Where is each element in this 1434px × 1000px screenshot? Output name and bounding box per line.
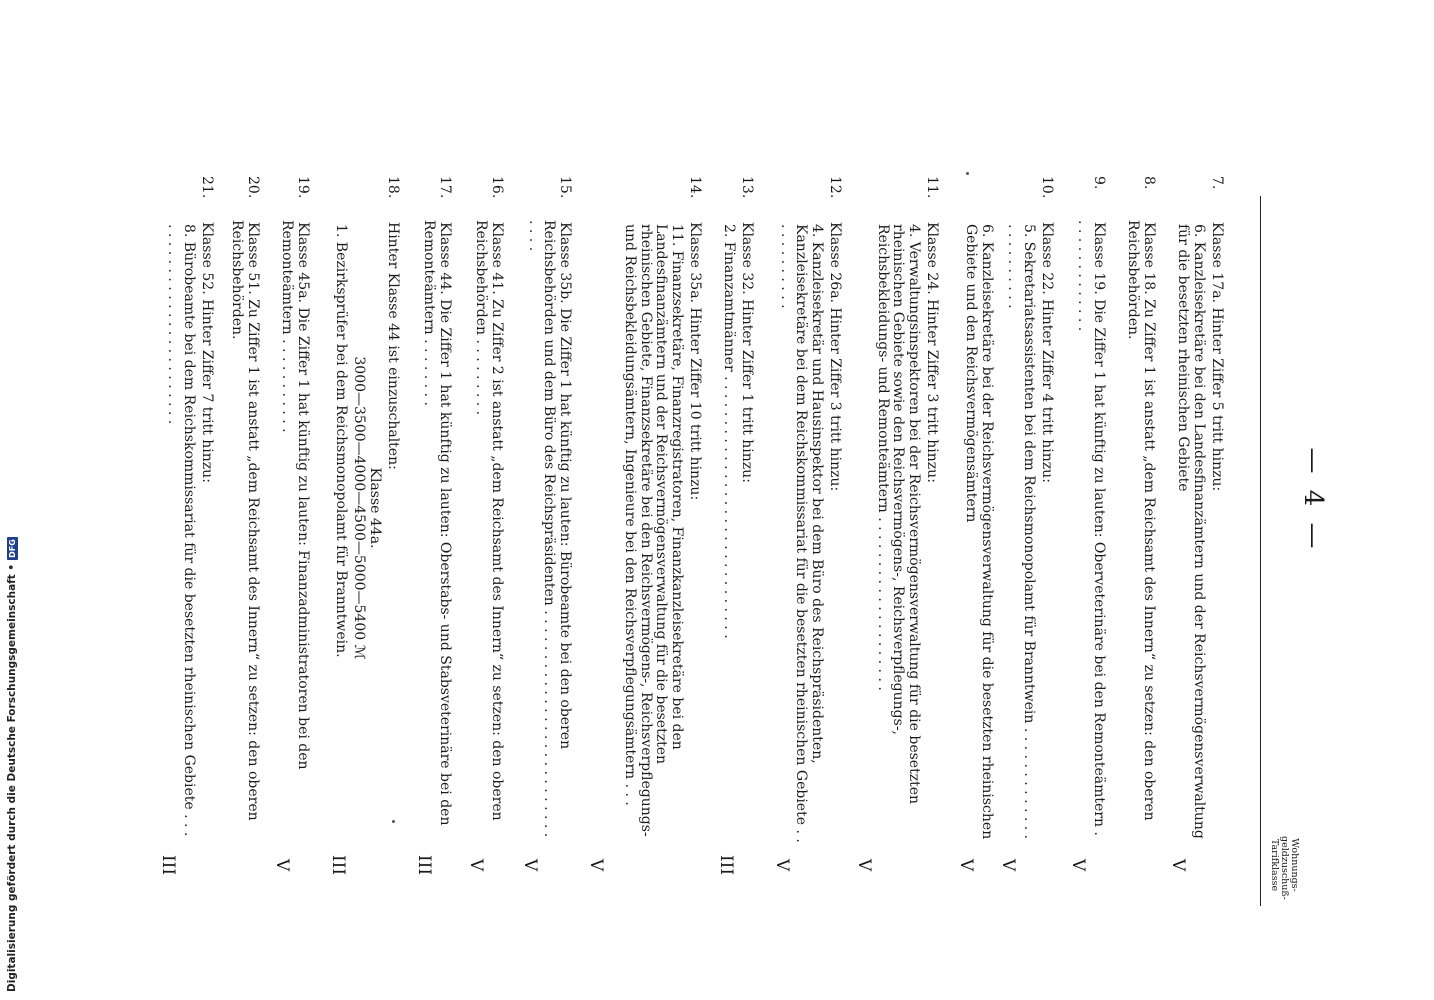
entry-number: 9.: [1091, 176, 1107, 190]
entry-text: Klasse 35b. Die Ziffer 1 hat künftig zu lauten: Bürobeamte bei den oberen Reichsbehörden und dem Büro des Reichspräsidenten . . . . . . . . . . . . . . . . . . . . . . . . . . . . . .: [526, 220, 573, 838]
class-value: III: [414, 854, 434, 876]
class-value: V: [998, 858, 1018, 872]
entry-number: 21.: [199, 176, 215, 199]
entry-11: [924, 176, 940, 840]
entry-15: [526, 176, 573, 840]
column-divider: [1260, 196, 1261, 906]
entry-number: 8.: [1141, 176, 1157, 190]
entry-text: 5. Sekretariatsassistenten bei dem Reichsmonopolamt für Branntwein . . . . . . . . . . . . . . . . . . . . . . .: [1005, 224, 1037, 840]
class-value: V: [772, 858, 792, 872]
entry-14-item: [622, 198, 684, 844]
entry-number: 15.: [557, 176, 573, 199]
class-value: V: [272, 858, 292, 872]
entry-text: 1. Bezirksprüfer bei dem Reichsmonopolamt für Branntwein.: [333, 224, 349, 658]
entry-18-item: [333, 198, 349, 844]
entry-13: [739, 176, 755, 840]
entry-text: Klasse 32. Hinter Ziffer 1 tritt hinzu:: [739, 222, 755, 483]
entry-13-item: [721, 198, 737, 844]
dfg-logo: DFG: [7, 539, 17, 558]
entry-number: 13.: [739, 176, 755, 199]
entry-text: 6. Kanzleisekretäre bei der Reichsvermögensverwaltung für die besetzten rheinischen Gebiete und den Reichsvermögensämtern: [963, 224, 995, 840]
scan-speck: [966, 172, 969, 175]
entry-text: Klasse 19. Die Ziffer 1 hat künftig zu lauten: Oberveterinäre bei den Remonteämtern . . . . . . . . . . . . . .: [1075, 220, 1107, 836]
entry-text: Klasse 45a. Die Ziffer 1 hat künftig zu lauten: Finanzadministratoren bei den Remonteämtern . . . . . . . . . . .: [279, 220, 311, 770]
entry-number: 17.: [437, 176, 453, 199]
entry-text: 2. Finanzamtmänner . . . . . . . . . . . . . . . . . . . . . . . . . . . . . .: [721, 224, 737, 639]
entry-text: 4. Verwaltungsinspektoren bei der Reichsvermögensverwaltung für die besetzten rheinischen Gebiete sowie den Reichsvermögens-, Reichsverpflegungs-, Reichsbekleidungs- und Remonteämtern . . . . . . . . . . . . . . . . . . . .: [875, 224, 922, 805]
entry-20: [229, 176, 261, 840]
entry-18: [385, 176, 401, 840]
entry-text: 6. Kanzleisekretäre bei den Landesfinanzämtern und der Reichsvermögensverwaltung für die besetzten rheinischen Gebiete: [1175, 224, 1207, 839]
entry-text: Klasse 18. Zu Ziffer 1 ist anstatt „dem Reichsamt des Innern“ zu setzen: den oberen Reichsbehörden.: [1125, 220, 1157, 821]
entry-number: 12.: [827, 176, 843, 199]
entry-text: Klasse 24. Hinter Ziffer 3 tritt hinzu:: [924, 222, 940, 483]
entry-text: Klasse 35a. Hinter Ziffer 10 tritt hinzu:: [687, 222, 703, 501]
class-44a-heading: Klasse 44a.: [367, 467, 383, 549]
entry-text: Klasse 26a. Hinter Ziffer 3 tritt hinzu:: [827, 222, 843, 492]
class-value: V: [586, 858, 606, 872]
credit-text: Digitalisierung gefördert durch die Deutsche Forschungsgemeinschaft •: [6, 563, 18, 992]
entry-text: 8. Bürobeamte bei dem Reichskommissariat für die besetzten rheinischen Gebiete . . . . . . . . . . . . . . . . . . . . . . . . . .: [165, 224, 197, 837]
class-value: V: [956, 858, 976, 872]
entry-8: [1125, 176, 1157, 840]
entry-text: Klasse 41. Zu Ziffer 2 ist anstatt „dem Reichsamt des Innern“ zu setzen: den oberen Reichsbehörden . . . . . . . . .: [473, 220, 505, 821]
entry-19: [279, 176, 311, 840]
class-value: III: [158, 854, 178, 876]
entry-10-item-6: [963, 198, 994, 844]
entry-text: Klasse 52. Hinter Ziffer 7 tritt hinzu:: [199, 222, 215, 483]
entry-12: [827, 176, 843, 840]
entry-9: [1075, 176, 1107, 840]
entry-text: 11. Finanzsekretäre, Finanzregistratoren, Finanzkanzleisekretäre bei den Landesfinanzämtern und der Reichsvermögensverwaltung für die besetzten rheinischen Gebiete, Finanzsekretäre bei den Reichsvermögens-, Reichsverpflegungs- und Reichsbekleidungsämtern, Ingenieure bei den Reichsverpflegungsämtern . . .: [622, 224, 685, 837]
entry-11-item: [875, 198, 922, 844]
class-value: V: [1168, 858, 1188, 872]
entry-10-item-5: [1005, 198, 1036, 844]
entry-number: 18.: [385, 176, 401, 199]
entry-7-item: [1175, 198, 1206, 844]
entry-text: 4. Kanzleisekretär und Hausinspektor bei dem Büro des Reichspräsidenten, Kanzleisekretäre bei dem Reichskommissariat für die besetzten rheinischen Gebiete . . . . . . . . . . . .: [778, 224, 825, 843]
class-value: III: [328, 854, 348, 876]
scan-speck: [392, 820, 395, 823]
entry-number: 11.: [924, 176, 940, 199]
entry-17: [421, 176, 453, 840]
entry-21-item: [165, 198, 196, 844]
entry-number: 10.: [1039, 176, 1055, 199]
entry-7: [1209, 176, 1225, 840]
entry-text: Klasse 44. Die Ziffer 1 hat künftig zu lauten: Oberstabs- und Stabsveterinäre bei den Remonteämtern . . . . . . . .: [421, 220, 453, 826]
entry-14: [687, 176, 703, 840]
class-value: V: [466, 858, 486, 872]
entry-text: Klasse 17a. Hinter Ziffer 5 tritt hinzu:: [1209, 222, 1225, 492]
salary-scale: 3000—3500—4000—4500—5000—5400 ℳ: [351, 356, 367, 660]
entry-number: 14.: [687, 176, 703, 199]
class-value: V: [1068, 858, 1088, 872]
class-value: V: [520, 858, 540, 872]
entry-16: [473, 176, 505, 840]
digitization-credit: [2, 539, 22, 992]
entry-10: [1039, 176, 1055, 840]
entry-21: [199, 176, 215, 840]
entry-text: Klasse 22. Hinter Ziffer 4 tritt hinzu:: [1039, 222, 1055, 483]
entry-number: 16.: [489, 176, 505, 199]
entry-text: Klasse 51. Zu Ziffer 1 ist anstatt „dem Reichsamt des Innern“ zu setzen: den oberen Reichsbehörden.: [229, 220, 261, 821]
page-number: — 4 —: [1298, 447, 1328, 553]
class-value: V: [854, 858, 874, 872]
class-column-header: Wohnungs- geldzuschuß- Tarifklasse: [1269, 836, 1300, 900]
entry-number: 19.: [295, 176, 311, 199]
entry-text: Hinter Klasse 44 ist einzuschalten:: [385, 222, 401, 470]
entry-number: 20.: [245, 176, 261, 199]
entry-number: 7.: [1209, 176, 1225, 190]
entry-12-item: [778, 198, 825, 844]
class-value: III: [716, 854, 736, 876]
